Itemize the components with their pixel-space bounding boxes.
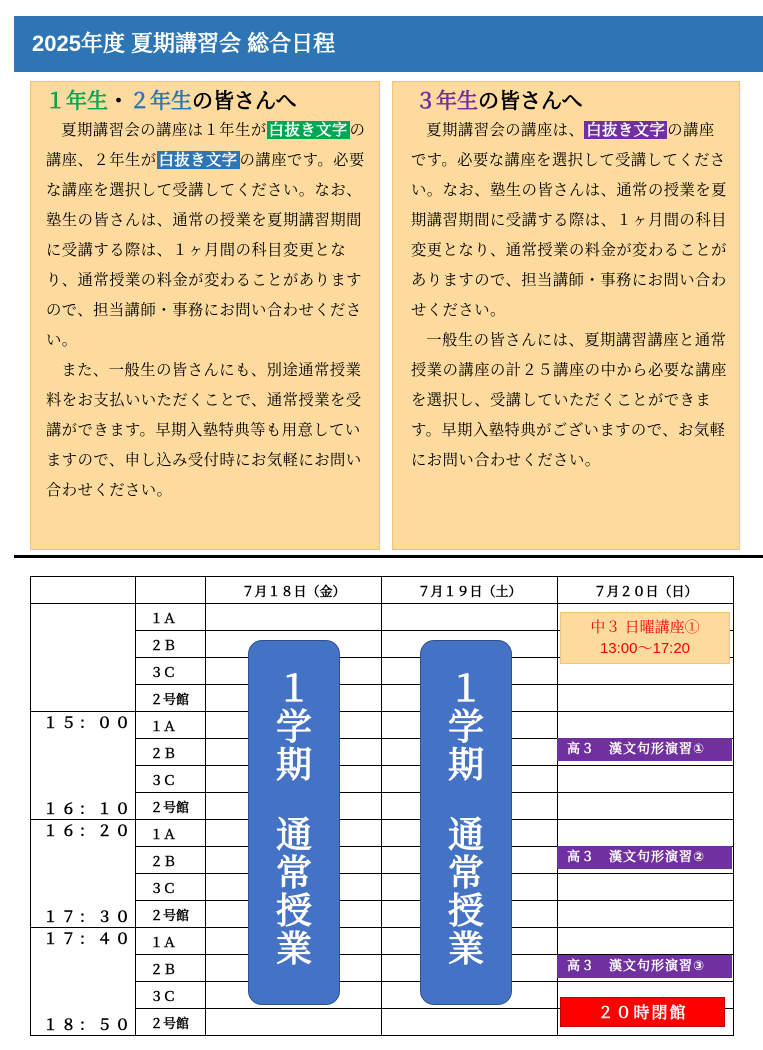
table-header-row	[31, 577, 734, 604]
room-label: ２号館	[136, 793, 206, 820]
panel-paragraph: 一般生の皆さんには、夏期講習講座と通常授業の講座の計２５講座の中から必要な講座を選択し、受講していただくことができます。早期入塾特典がございますので、お気軽にお問い合わせください。	[411, 331, 727, 469]
table-row	[31, 874, 734, 901]
table-row	[31, 685, 734, 712]
highlight-year2: 白抜き文字	[158, 151, 238, 169]
day-header: ７月２０日（日）	[558, 577, 734, 604]
panel-paragraph: また、一般生の皆さんにも、別途通常授業料をお支払いいただくことで、通常授業を受講ができます。早期入塾特典等も用意していますので、申し込み受付時にお気軽にお問い合わせください。	[46, 361, 362, 499]
room-label: ２号館	[136, 685, 206, 712]
room-label: ２Ｂ	[136, 739, 206, 766]
table-row	[31, 820, 734, 847]
panel-year3	[392, 81, 740, 550]
table-row	[31, 712, 734, 739]
room-label: ２Ｂ	[136, 955, 206, 982]
panel-title: ３年生の皆さんへ	[415, 89, 583, 113]
kanbun-lecture-3: 高３ 漢文句形演習③	[557, 955, 732, 978]
panel-paragraph: 夏期講習会の講座は、 白抜き文字 の講座です。必要な講座を選択して受講してください。なお、塾生の皆さんは、通常の授業を夏期講習期間に受講する際は、１ヶ月間の科目変更となり、通常授業の料金が変わることがありますので、担当講師・事務にお問い合わせください。	[411, 121, 727, 319]
room-label: １Ａ	[136, 712, 206, 739]
room-label: １Ａ	[136, 928, 206, 955]
room-label: １Ａ	[136, 604, 206, 631]
table-row	[31, 766, 734, 793]
time-end: １７：３０	[31, 901, 136, 928]
day-header: ７月１８日（金）	[206, 577, 382, 604]
regular-class-block-sat: １ 学 期 通 常 授 業	[420, 640, 512, 1005]
sunday-lecture-block: 中３ 日曜講座① 13:00～17:20	[560, 612, 730, 664]
page-title: 2025年度 夏期講習会 総合日程	[14, 16, 763, 72]
room-label: ３Ｃ	[136, 766, 206, 793]
time-start: １５：００	[31, 712, 136, 739]
panel-paragraph: 夏期講習会の講座は１年生が 白抜き文字 の講座、２年生が 白抜き文字 の講座です。必要な講座を選択して受講してください。なお、塾生の皆さんは、通常の授業を夏期講習期間に受講する際は、１ヶ月間の科目変更となり、通常授業の料金が変わることがありますので、担当講師・事務にお問い合わせください。	[46, 121, 366, 349]
time-start: １６：２０	[31, 820, 136, 847]
time-end: １８：５０	[31, 1009, 136, 1036]
highlight-year1: 白抜き文字	[268, 121, 348, 139]
regular-class-block-fri: １ 学 期 通 常 授 業	[248, 640, 340, 1005]
panel-title: １年生・２年生の皆さんへ	[45, 89, 297, 113]
kanbun-lecture-2: 高３ 漢文句形演習②	[557, 846, 732, 869]
room-label: ２Ｂ	[136, 847, 206, 874]
table-row	[31, 928, 734, 955]
time-slot	[31, 604, 136, 712]
room-label: ２号館	[136, 1009, 206, 1036]
corner-cell	[31, 577, 136, 604]
room-label: ２Ｂ	[136, 631, 206, 658]
highlight-year3: 白抜き文字	[586, 121, 666, 139]
room-label: ３Ｃ	[136, 874, 206, 901]
room-label: ２号館	[136, 901, 206, 928]
kanbun-lecture-1: 高３ 漢文句形演習①	[557, 738, 732, 761]
room-label: ３Ｃ	[136, 982, 206, 1009]
room-label: １Ａ	[136, 820, 206, 847]
room-label: ３Ｃ	[136, 658, 206, 685]
time-end: １６：１０	[31, 793, 136, 820]
day-header: ７月１９日（土）	[382, 577, 558, 604]
corner-cell	[136, 577, 206, 604]
time-start: １７：４０	[31, 928, 136, 955]
panel-year1-2	[30, 81, 380, 550]
table-row	[31, 793, 734, 820]
closing-time-badge: ２０時閉館	[560, 997, 725, 1027]
table-row	[31, 901, 734, 928]
divider	[14, 555, 763, 558]
